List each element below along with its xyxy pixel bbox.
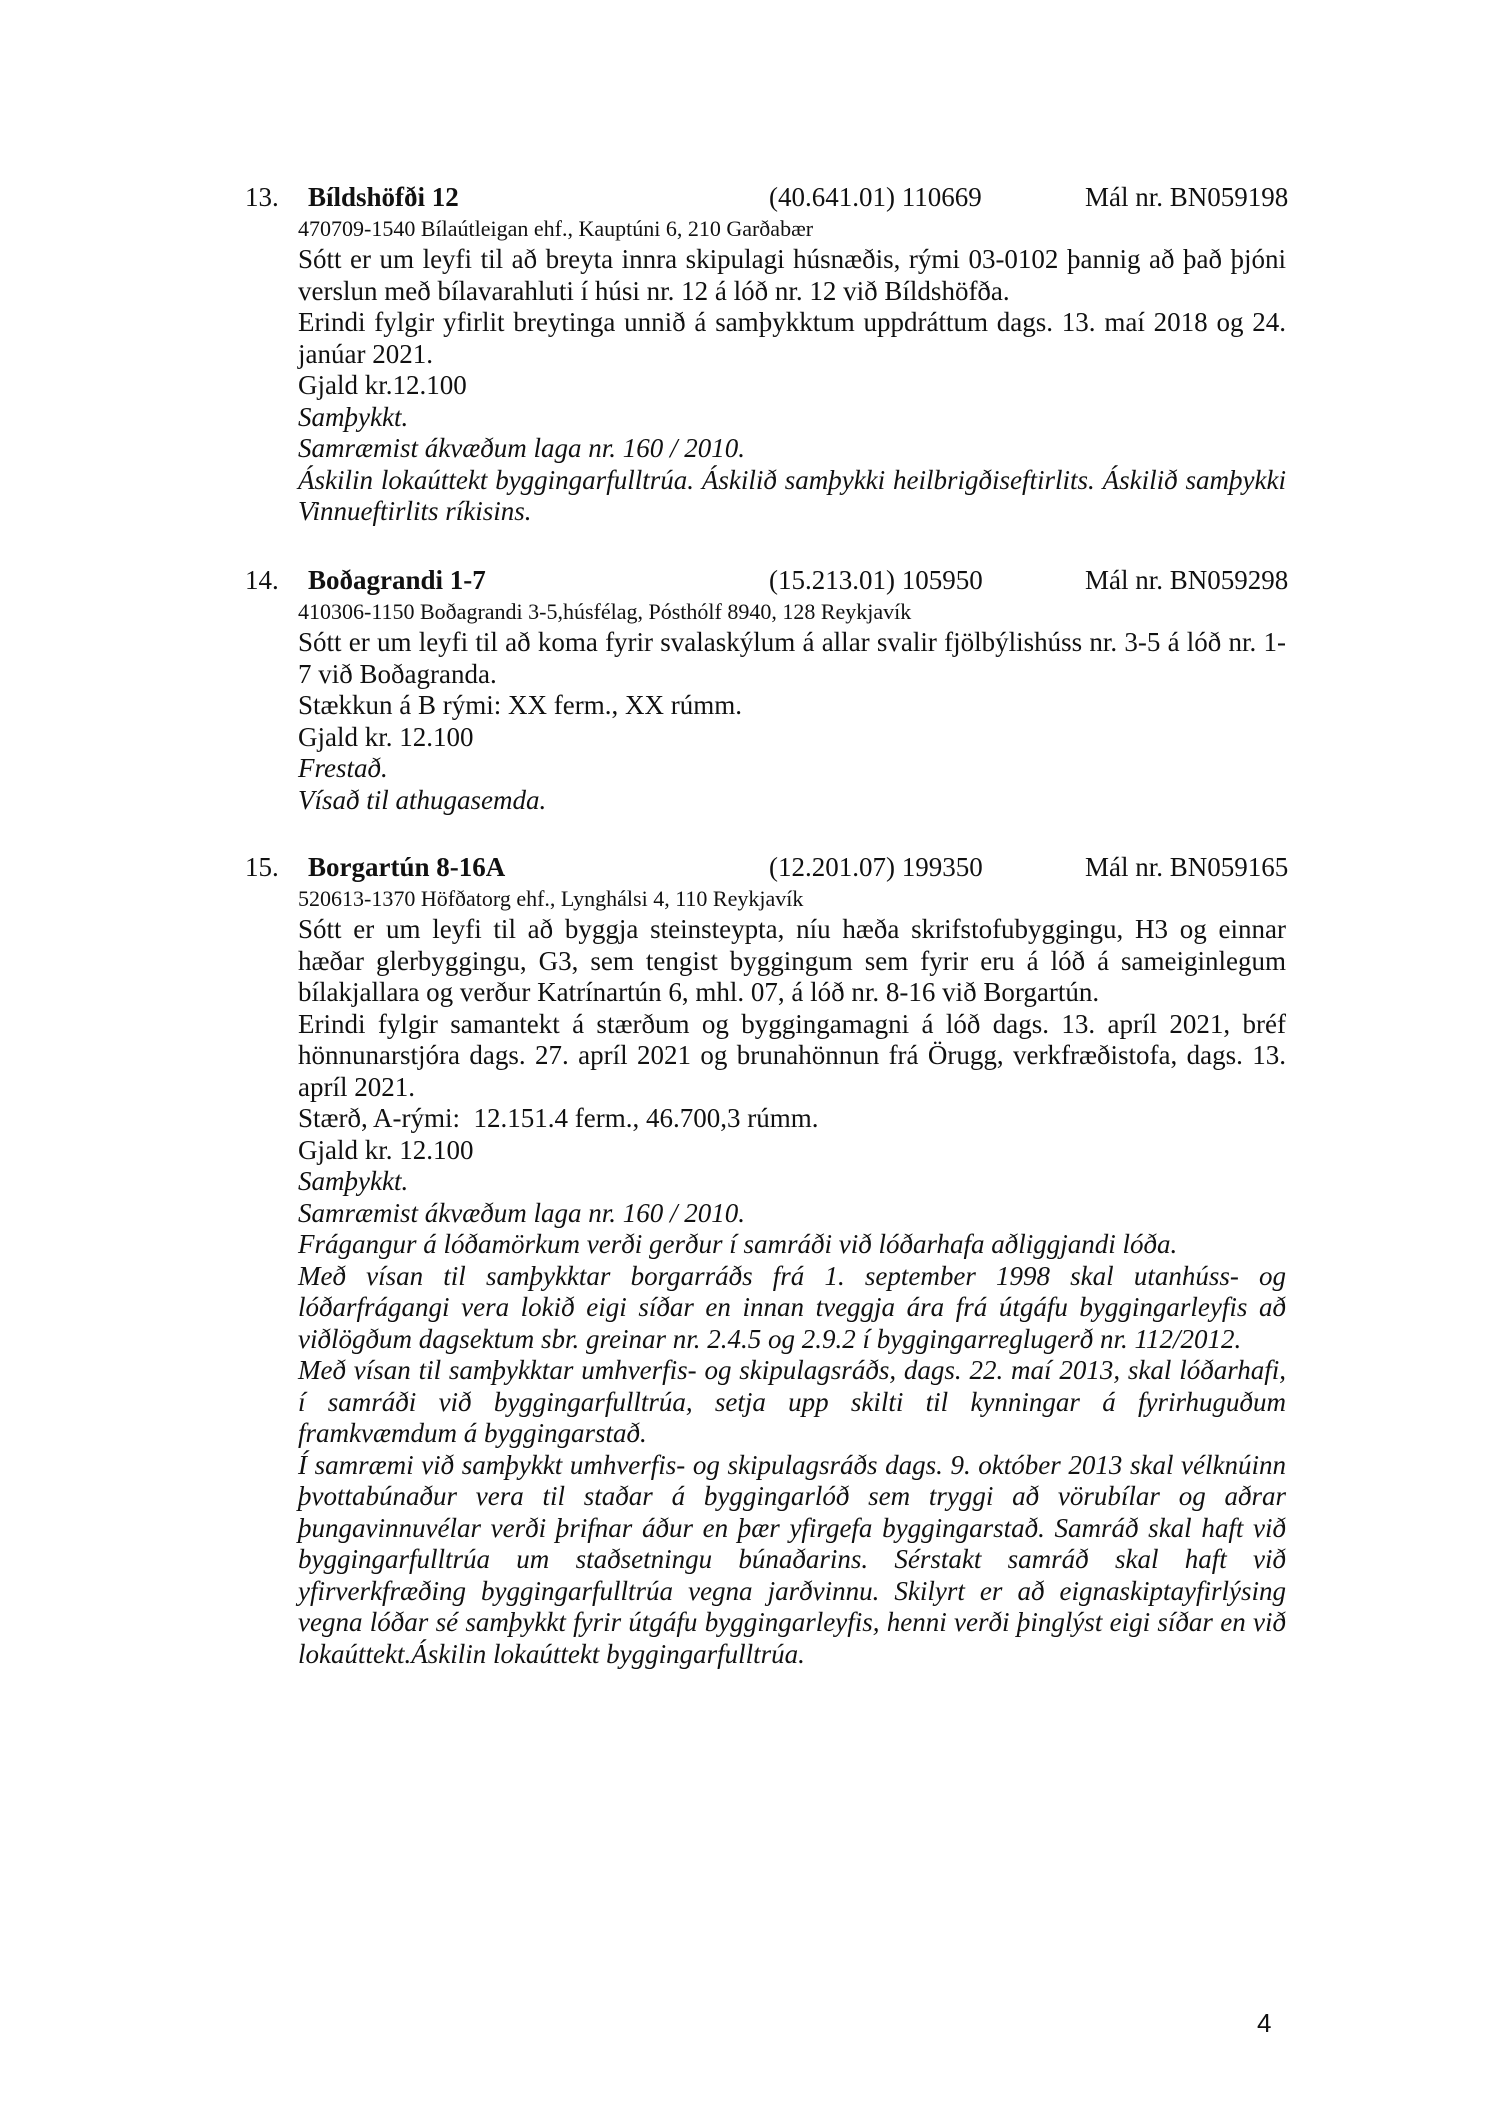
- case-body: [298, 884, 1286, 1670]
- case-applicant: 470709-1540 Bílaútleigan ehf., Kauptúni 6, 210 Garðabær: [298, 216, 814, 241]
- case-condition: Með vísan til samþykktar umhverfis- og skipulagsráðs, dags. 22. maí 2013, skal lóðarhafi, í samráði við byggingarfulltrúa, setja upp skilti til kynningar á fyrirhuguðum framkvæmdum á byggingarstað.: [298, 1355, 1286, 1448]
- case-header: [245, 850, 1295, 884]
- case-body: [298, 214, 1286, 528]
- case-size: Stækkun á B rými: XX ferm., XX rúmm.: [298, 690, 742, 720]
- case-address: Boðagrandi 1-7: [308, 565, 486, 595]
- case-file-number: Mál nr. BN059298: [1085, 565, 1289, 595]
- case-decision: Samþykkt.: [298, 1166, 409, 1196]
- case-condition: Með vísan til samþykktar borgarráðs frá 1. september 1998 skal utanhúss- og lóðarfrágangi vera lokið eigi síðar en innan tveggja ára frá útgáfu byggingarleyfis að viðlögðum dagsektum sbr. greinar nr. 2.4.5 og 2.9.2 í byggingarreglugerð nr. 112/2012.: [298, 1260, 1286, 1354]
- case-attachments: Erindi fylgir yfirlit breytinga unnið á samþykktum uppdráttum dags. 13. maí 2018 og 24. janúar 2021.: [298, 307, 1286, 369]
- case-header: [245, 563, 1295, 597]
- case-address: Borgartún 8-16A: [308, 852, 506, 882]
- case-file-number: Mál nr. BN059198: [1085, 182, 1289, 212]
- case-attachments: Erindi fylgir samantekt á stærðum og byggingamagni á lóð dags. 13. apríl 2021, bréf hönnunarstjóra dags. 27. apríl 2021 og brunahönnun frá Örugg, verkfræðistofa, dags. 13. apríl 2021.: [298, 1008, 1286, 1102]
- case-fee: Gjald kr. 12.100: [298, 721, 474, 752]
- case-description: Sótt er um leyfi til að byggja steinsteypta, níu hæða skrifstofubyggingu, H3 og einnar hæðar glerbyggingu, G3, sem tengist byggingum sem fyrir eru á lóð á sameiginlegum bílakjallara og verður Katrínartún 6, mhl. 07, á lóð nr. 8-16 við Borgartún.: [298, 914, 1286, 1007]
- case-number: 14.: [245, 565, 279, 595]
- case-reference: (15.213.01) 105950: [769, 565, 983, 595]
- case-address: Bíldshöfði 12: [308, 182, 459, 212]
- case-condition: Frágangur á lóðamörkum verði gerður í samráði við lóðarhafa aðliggjandi lóða.: [298, 1229, 1178, 1259]
- case-condition: Samræmist ákvæðum laga nr. 160 / 2010.: [298, 433, 746, 463]
- page-number: 4: [1257, 2008, 1272, 2038]
- case-description: Sótt er um leyfi til að breyta innra skipulagi húsnæðis, rými 03-0102 þannig að það þjóni verslun með bílavarahluti í húsi nr. 12 á lóð nr. 12 við Bíldshöfða.: [298, 244, 1286, 306]
- case-number: 15.: [245, 852, 279, 882]
- case-header: [245, 180, 1295, 214]
- case-condition: Samræmist ákvæðum laga nr. 160 / 2010.: [298, 1197, 746, 1228]
- case-size: Stærð, A-rými: 12.151.4 ferm., 46.700,3 rúmm.: [298, 1103, 819, 1133]
- case-file-number: Mál nr. BN059165: [1085, 852, 1289, 882]
- case-condition: Áskilin lokaúttekt byggingarfulltrúa. Áskilið samþykki heilbrigðiseftirlits. Áskilið samþykki Vinnueftirlits ríkisins.: [298, 464, 1286, 526]
- case-number: 13.: [245, 182, 279, 212]
- case-13: [245, 180, 1295, 528]
- case-15: [245, 850, 1295, 1670]
- case-decision: Samþykkt.: [298, 401, 409, 432]
- case-fee: Gjald kr. 12.100: [298, 1134, 474, 1165]
- case-description: Sótt er um leyfi til að koma fyrir svalaskýlum á allar svalir fjölbýlishúss nr. 3-5 á lóð nr. 1-7 við Boðagranda.: [298, 627, 1286, 689]
- case-decision: Frestað.: [298, 753, 388, 783]
- case-fee: Gjald kr.12.100: [298, 370, 467, 400]
- case-applicant: 520613-1370 Höfðatorg ehf., Lynghálsi 4, 110 Reykjavík: [298, 886, 804, 911]
- case-condition: Vísað til athugasemda.: [298, 784, 547, 815]
- case-14: [245, 563, 1295, 816]
- case-reference: (12.201.07) 199350: [769, 852, 983, 882]
- case-reference: (40.641.01) 110669: [769, 182, 982, 212]
- case-condition: Í samræmi við samþykkt umhverfis- og skipulagsráðs dags. 9. október 2013 skal vélknúinn þvottabúnaður vera til staðar á byggingarlóð sem tryggi að vörubílar og aðrar þungavinnuvélar verði þrifnar áður en þær yfirgefa byggingarstað. Samráð skal haft við byggingarfulltrúa um staðsetningu búnaðarins. Sérstakt samráð skal haft við yfirverkfræðing byggingarfulltrúa vegna jarðvinnu. Skilyrt er að eignaskiptayfirlýsing vegna lóðar sé samþykkt fyrir útgáfu byggingarleyfis, henni verði þinglýst eigi síðar en við lokaúttekt.Áskilin lokaúttekt byggingarfulltrúa.: [298, 1449, 1286, 1669]
- case-applicant: 410306-1150 Boðagrandi 3-5,húsfélag, Pósthólf 8940, 128 Reykjavík: [298, 599, 912, 624]
- case-body: [298, 597, 1286, 816]
